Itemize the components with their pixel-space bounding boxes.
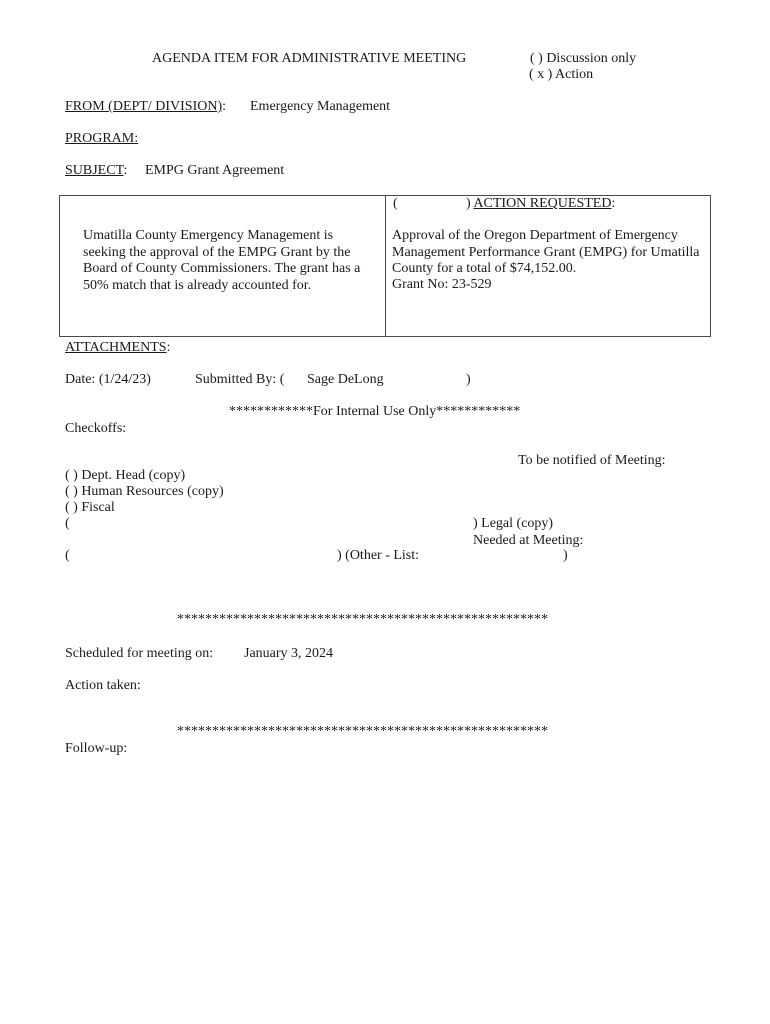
grant-description: Umatilla County Emergency Management is seeking the approval of the EMPG Grant by the Board of County Commissioners. The grant has a 50% match that is already accounted for. [83, 228, 361, 293]
internal-use-heading: ************For Internal Use Only************ [229, 404, 521, 419]
submitted-by-label: Submitted By: ( [195, 372, 285, 387]
submission-date: Date: (1/24/23) [65, 372, 151, 387]
document-title: AGENDA ITEM FOR ADMINISTRATIVE MEETING [152, 51, 467, 66]
checkoff-legal: ) Legal (copy) [473, 516, 554, 531]
subject-label: SUBJECT [65, 163, 124, 178]
needed-at-meeting-label: Needed at Meeting: [473, 533, 584, 548]
submitted-by-close: ) [466, 372, 471, 387]
subject-value: EMPG Grant Agreement [145, 163, 285, 178]
action-option: ( x ) Action [529, 67, 594, 82]
checkoffs-label: Checkoffs: [65, 421, 127, 436]
checkoff-human-resources: ( ) Human Resources (copy) [65, 484, 224, 499]
checkoff-legal-open: ( [65, 516, 70, 531]
summary-box-divider [385, 195, 386, 337]
attachments-label-suffix: : [166, 340, 171, 355]
from-field [65, 99, 226, 115]
action-requested-label: ACTION REQUESTED [473, 196, 612, 211]
separator-line: ***************************************************** [177, 612, 548, 627]
follow-up-label: Follow-up: [65, 741, 128, 756]
from-label-suffix: : [222, 99, 227, 114]
scheduled-date: January 3, 2024 [244, 646, 334, 661]
checkoff-other-list: ) (Other - List: [337, 548, 420, 563]
action-requested-open-paren: ( [393, 196, 398, 211]
notify-label: To be notified of Meeting: [518, 453, 666, 468]
action-requested-heading [466, 196, 615, 212]
grant-number: Grant No: 23-529 [392, 277, 492, 292]
program-label: PROGRAM: [65, 131, 139, 146]
checkoff-dept-head: ( ) Dept. Head (copy) [65, 468, 186, 483]
action-taken-label: Action taken: [65, 678, 141, 693]
scheduled-label: Scheduled for meeting on: [65, 646, 214, 661]
submitted-by-name: Sage DeLong [307, 372, 384, 387]
checkoff-fiscal: ( ) Fiscal [65, 500, 115, 515]
from-label: FROM (DEPT/ DIVISION) [65, 99, 223, 114]
subject-label-suffix: : [123, 163, 128, 178]
attachments-field [65, 340, 170, 356]
action-requested-text: Approval of the Oregon Department of Emergency Management Performance Grant (EMPG) for Umatilla County for a total of $74,152.00. [392, 228, 700, 276]
subject-field [65, 163, 127, 179]
from-value: Emergency Management [250, 99, 391, 114]
action-requested-suffix: : [611, 196, 616, 211]
attachments-label: ATTACHMENTS [65, 340, 167, 355]
checkoff-other-close: ) [563, 548, 568, 563]
discussion-only-option: ( ) Discussion only [530, 51, 637, 66]
separator-line: ***************************************************** [177, 724, 548, 739]
checkoff-other-open: ( [65, 548, 70, 563]
action-requested-close-paren: ) [466, 196, 471, 211]
